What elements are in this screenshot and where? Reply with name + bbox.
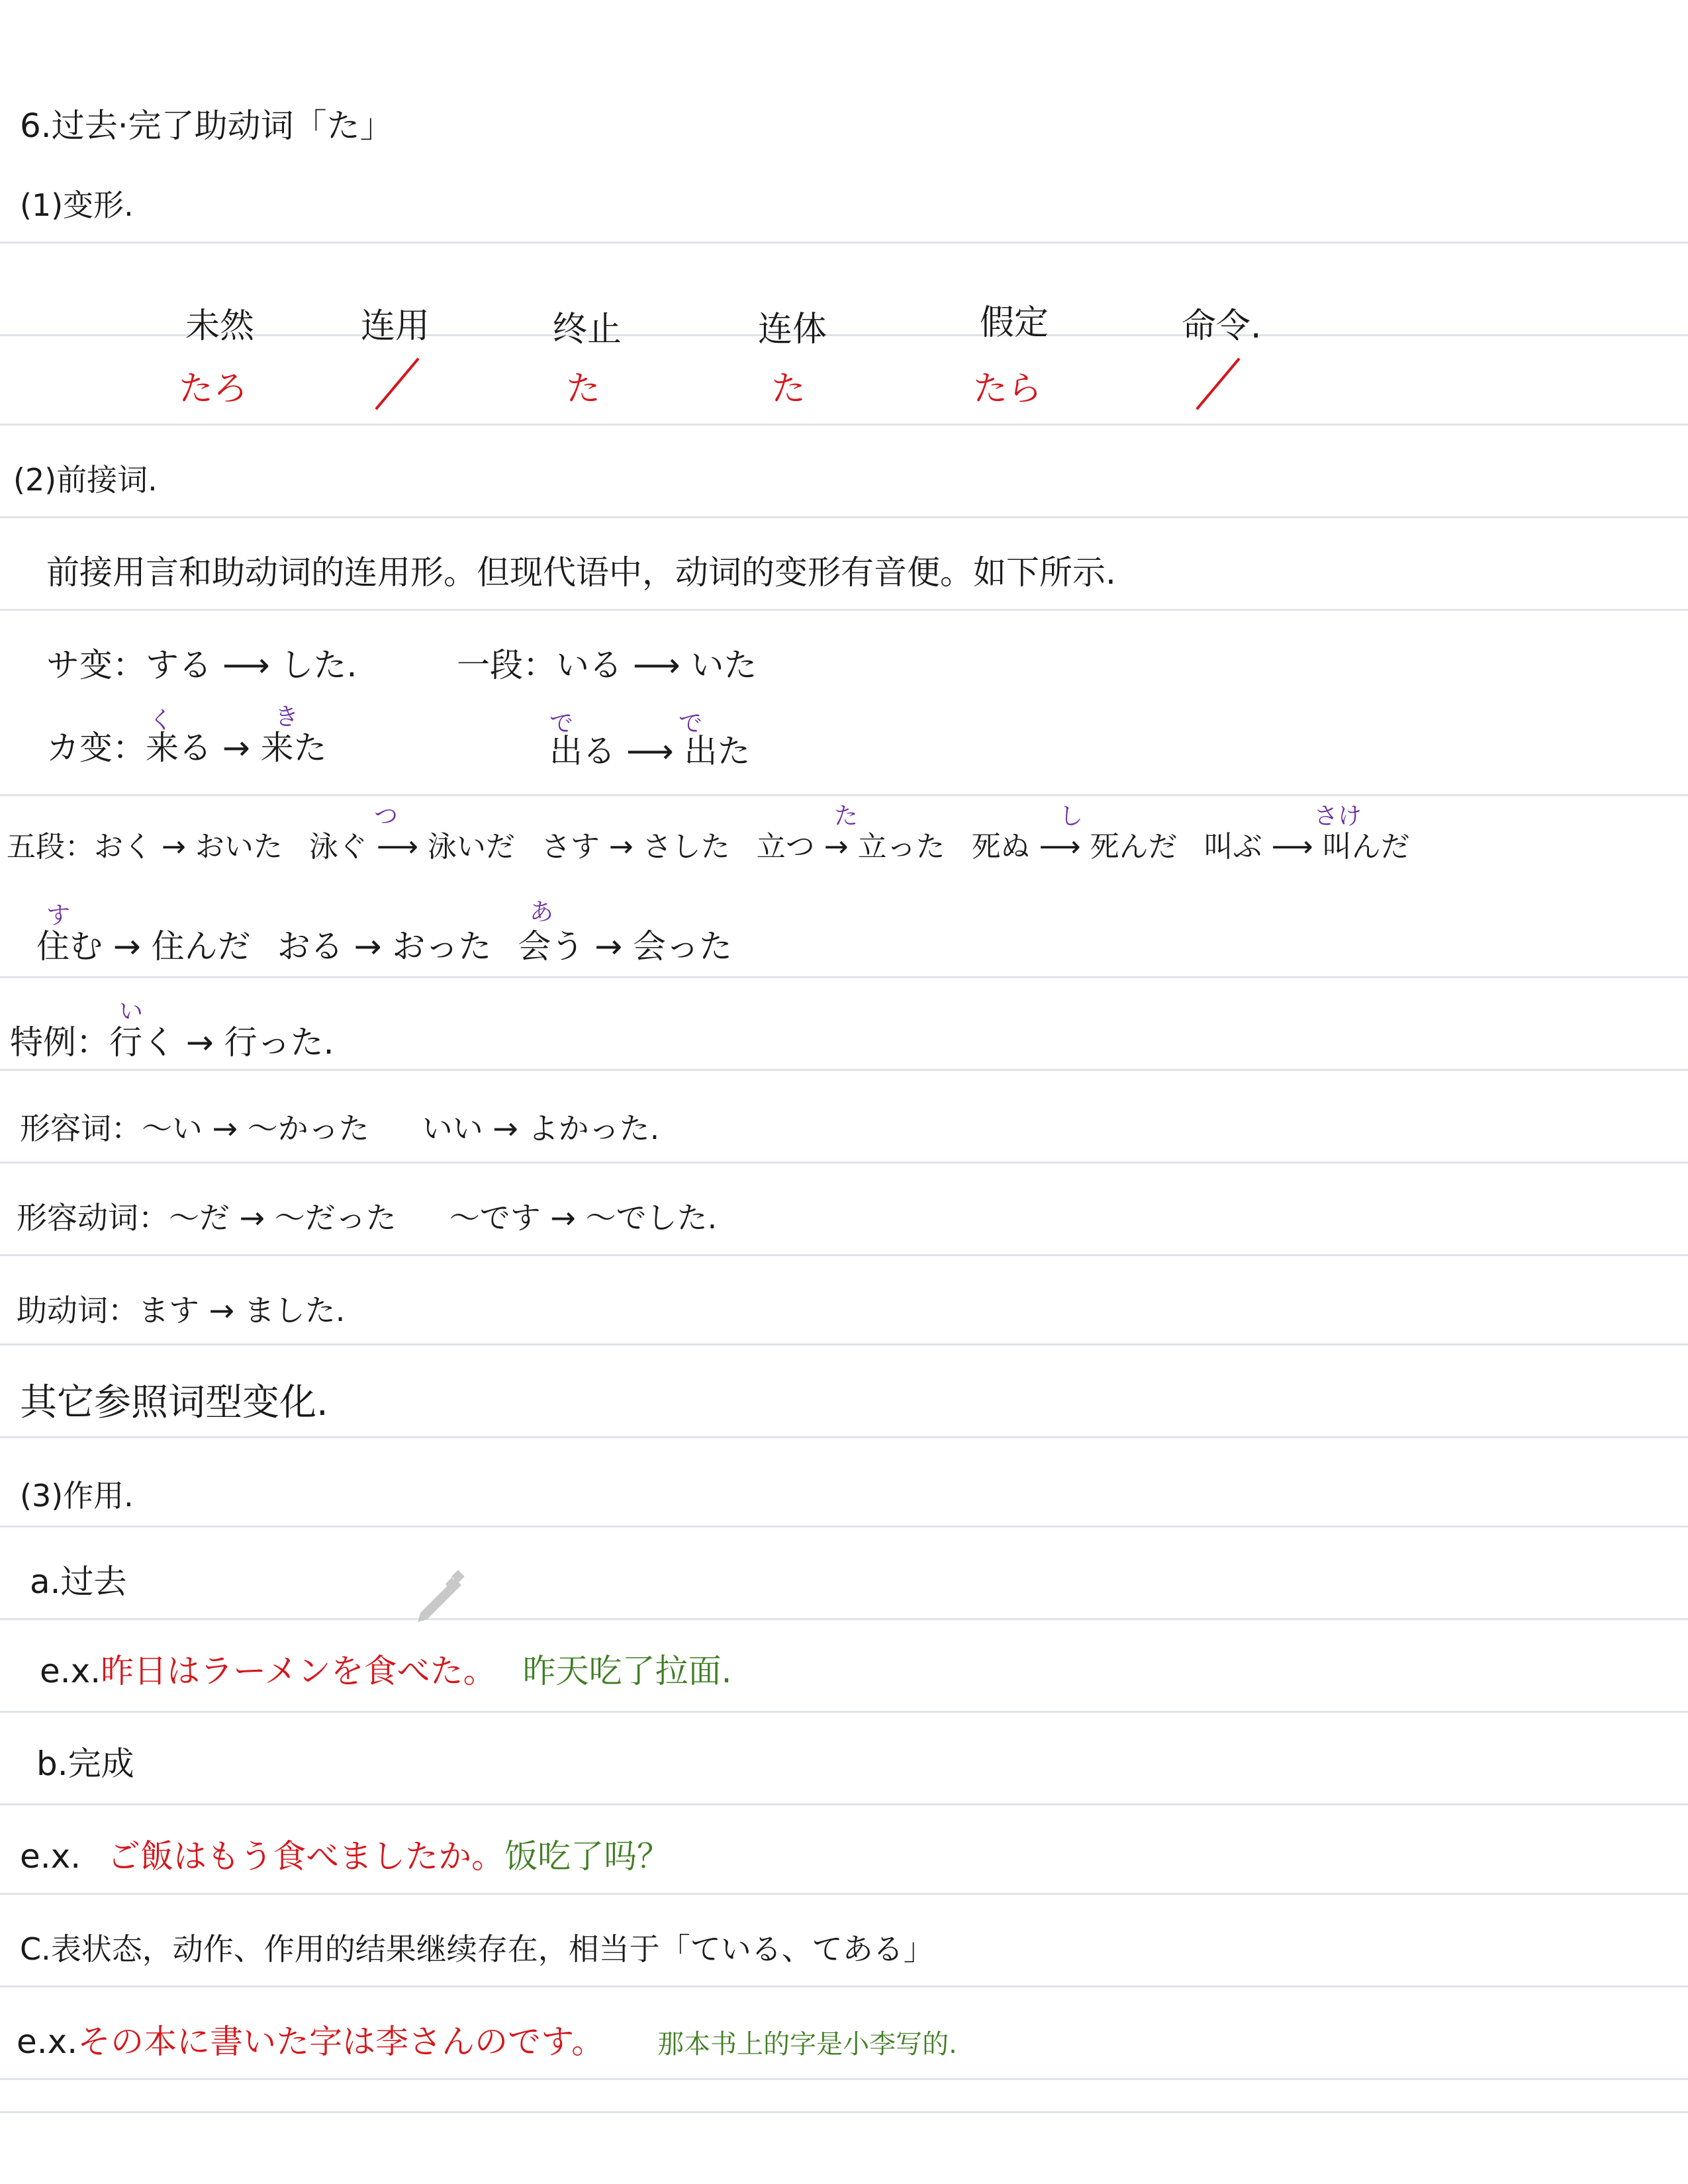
aux-example: ます → ました.	[138, 1293, 346, 1328]
example-row	[20, 1837, 670, 1876]
table-value: た	[771, 369, 806, 409]
godan-example: 立つ → 立った	[756, 830, 945, 864]
rule-line	[0, 2078, 1688, 2080]
example-row	[17, 2022, 957, 2064]
adjective-example: ～い → ～かった	[142, 1111, 369, 1146]
example-row	[40, 1651, 732, 1691]
furigana: あ	[530, 899, 554, 926]
rule-line	[0, 1711, 1688, 1713]
kahen-label: カ变：	[46, 729, 146, 767]
rule-line	[0, 1985, 1688, 1987]
godan-example: 泳ぐ ⟶ 泳いだ	[308, 830, 515, 864]
furigana: き	[275, 704, 299, 731]
section-heading: (2)前接词.	[13, 462, 158, 498]
furigana: で	[679, 710, 703, 737]
furigana: く	[149, 707, 173, 734]
table-value: たら	[973, 369, 1043, 409]
aux-row	[17, 1291, 345, 1330]
rule-line	[0, 1161, 1688, 1163]
godan-example: 叫ぶ ⟶ 叫んだ	[1203, 830, 1410, 864]
usage-label: b.完成	[36, 1745, 134, 1783]
rule-line	[0, 424, 1688, 426]
aux-label: 助动词：	[17, 1293, 138, 1328]
godan-example: おる → おった	[277, 927, 492, 966]
chinese-translation: 饭吃了吗？	[504, 1837, 671, 1876]
section-heading: (1)变形.	[20, 187, 134, 223]
kahen-example: 来る → 来た	[146, 729, 327, 767]
adj-verb-row	[17, 1198, 717, 1238]
godan-row-2	[36, 927, 732, 966]
godan-example: 住む → 住んだ	[36, 927, 251, 966]
furigana: で	[549, 710, 574, 737]
table-header: 未然	[185, 306, 255, 346]
adj-verb-label: 形容动词：	[17, 1200, 169, 1236]
usage-label: a.过去	[30, 1563, 127, 1601]
page-title: 6.过去·完了助动词「た」	[20, 107, 393, 145]
example-prefix: e.x.	[17, 2023, 78, 2061]
pencil-icon	[414, 1565, 473, 1625]
godan-example: さす → さした	[541, 830, 730, 864]
furigana: す	[46, 902, 71, 929]
sahen-label: サ变：	[46, 646, 146, 684]
furigana: つ	[374, 803, 399, 830]
ichidan-example: いる ⟶ いた	[556, 646, 757, 684]
usage-label: C.表状态，动作、作用的结果继续存在，相当于「ている、てある」	[20, 1931, 934, 1967]
rule-line	[0, 2111, 1688, 2113]
empty-slash	[375, 357, 419, 410]
ichidan-row-2: 出る ⟶ 出た	[549, 732, 751, 770]
japanese-example: その本に書いた字は李さんのです。	[77, 2023, 605, 2061]
rule-line	[0, 794, 1688, 796]
furigana: さけ	[1314, 803, 1362, 830]
rule-line	[0, 1893, 1688, 1895]
table-header: 终止	[553, 310, 622, 349]
example-prefix: e.x.	[40, 1652, 101, 1690]
empty-slash	[1196, 357, 1240, 410]
kahen-row	[46, 728, 327, 768]
ichidan-label: 一段：	[457, 646, 556, 684]
intro-text: 前接用言和助动词的连用形。但现代语中，动词的变形有音便。如下所示.	[46, 553, 1116, 592]
rule-line	[0, 1618, 1688, 1620]
godan-example: 死ぬ ⟶ 死んだ	[971, 830, 1178, 864]
rule-line	[0, 1436, 1688, 1438]
furigana: し	[1059, 803, 1084, 830]
rule-line	[0, 242, 1688, 244]
rule-line	[0, 1525, 1688, 1527]
other-note: 其它参照词型变化.	[20, 1381, 328, 1424]
rule-line	[0, 1069, 1688, 1071]
table-header: 命令.	[1182, 306, 1262, 346]
rule-line	[0, 976, 1688, 978]
furigana: た	[834, 803, 859, 830]
table-header: 连体	[758, 310, 827, 349]
sahen-example: する ⟶ した.	[146, 646, 357, 684]
adj-verb-example: ～です → ～でした.	[449, 1200, 718, 1236]
godan-row	[7, 827, 1410, 867]
furigana: い	[119, 998, 144, 1025]
special-label: 特例：	[10, 1023, 109, 1062]
chinese-translation: 昨天吃了拉面.	[522, 1652, 732, 1690]
rule-line	[0, 1343, 1688, 1345]
japanese-example: 昨日はラーメンを食べた。	[101, 1652, 496, 1690]
section-heading: (3)作用.	[20, 1478, 134, 1514]
adjective-row	[20, 1109, 659, 1148]
adjective-example: いい → よかった.	[422, 1111, 660, 1146]
rule-line	[0, 609, 1688, 611]
special-example: 行く → 行った.	[109, 1023, 334, 1062]
godan-label: 五段：	[7, 830, 94, 864]
table-header: 假定	[980, 303, 1049, 343]
rule-line	[0, 1803, 1688, 1805]
sahen-row	[46, 645, 357, 685]
table-header: 连用	[361, 306, 430, 346]
rule-line	[0, 516, 1688, 518]
table-value: た	[566, 369, 601, 409]
table-value: たろ	[179, 369, 248, 409]
adjective-label: 形容词：	[20, 1111, 142, 1146]
adj-verb-example: ～だ → ～だった	[169, 1200, 397, 1236]
japanese-example: ご飯はもう食べましたか。	[107, 1837, 505, 1876]
example-prefix: e.x.	[20, 1837, 81, 1876]
chinese-translation: 那本书上的字是小李写的.	[657, 2029, 957, 2060]
ichidan-row	[457, 645, 757, 685]
godan-example: 会う → 会った	[518, 927, 733, 966]
rule-line	[0, 1254, 1688, 1256]
special-row	[10, 1023, 334, 1062]
godan-example: おく → おいた	[94, 830, 283, 864]
